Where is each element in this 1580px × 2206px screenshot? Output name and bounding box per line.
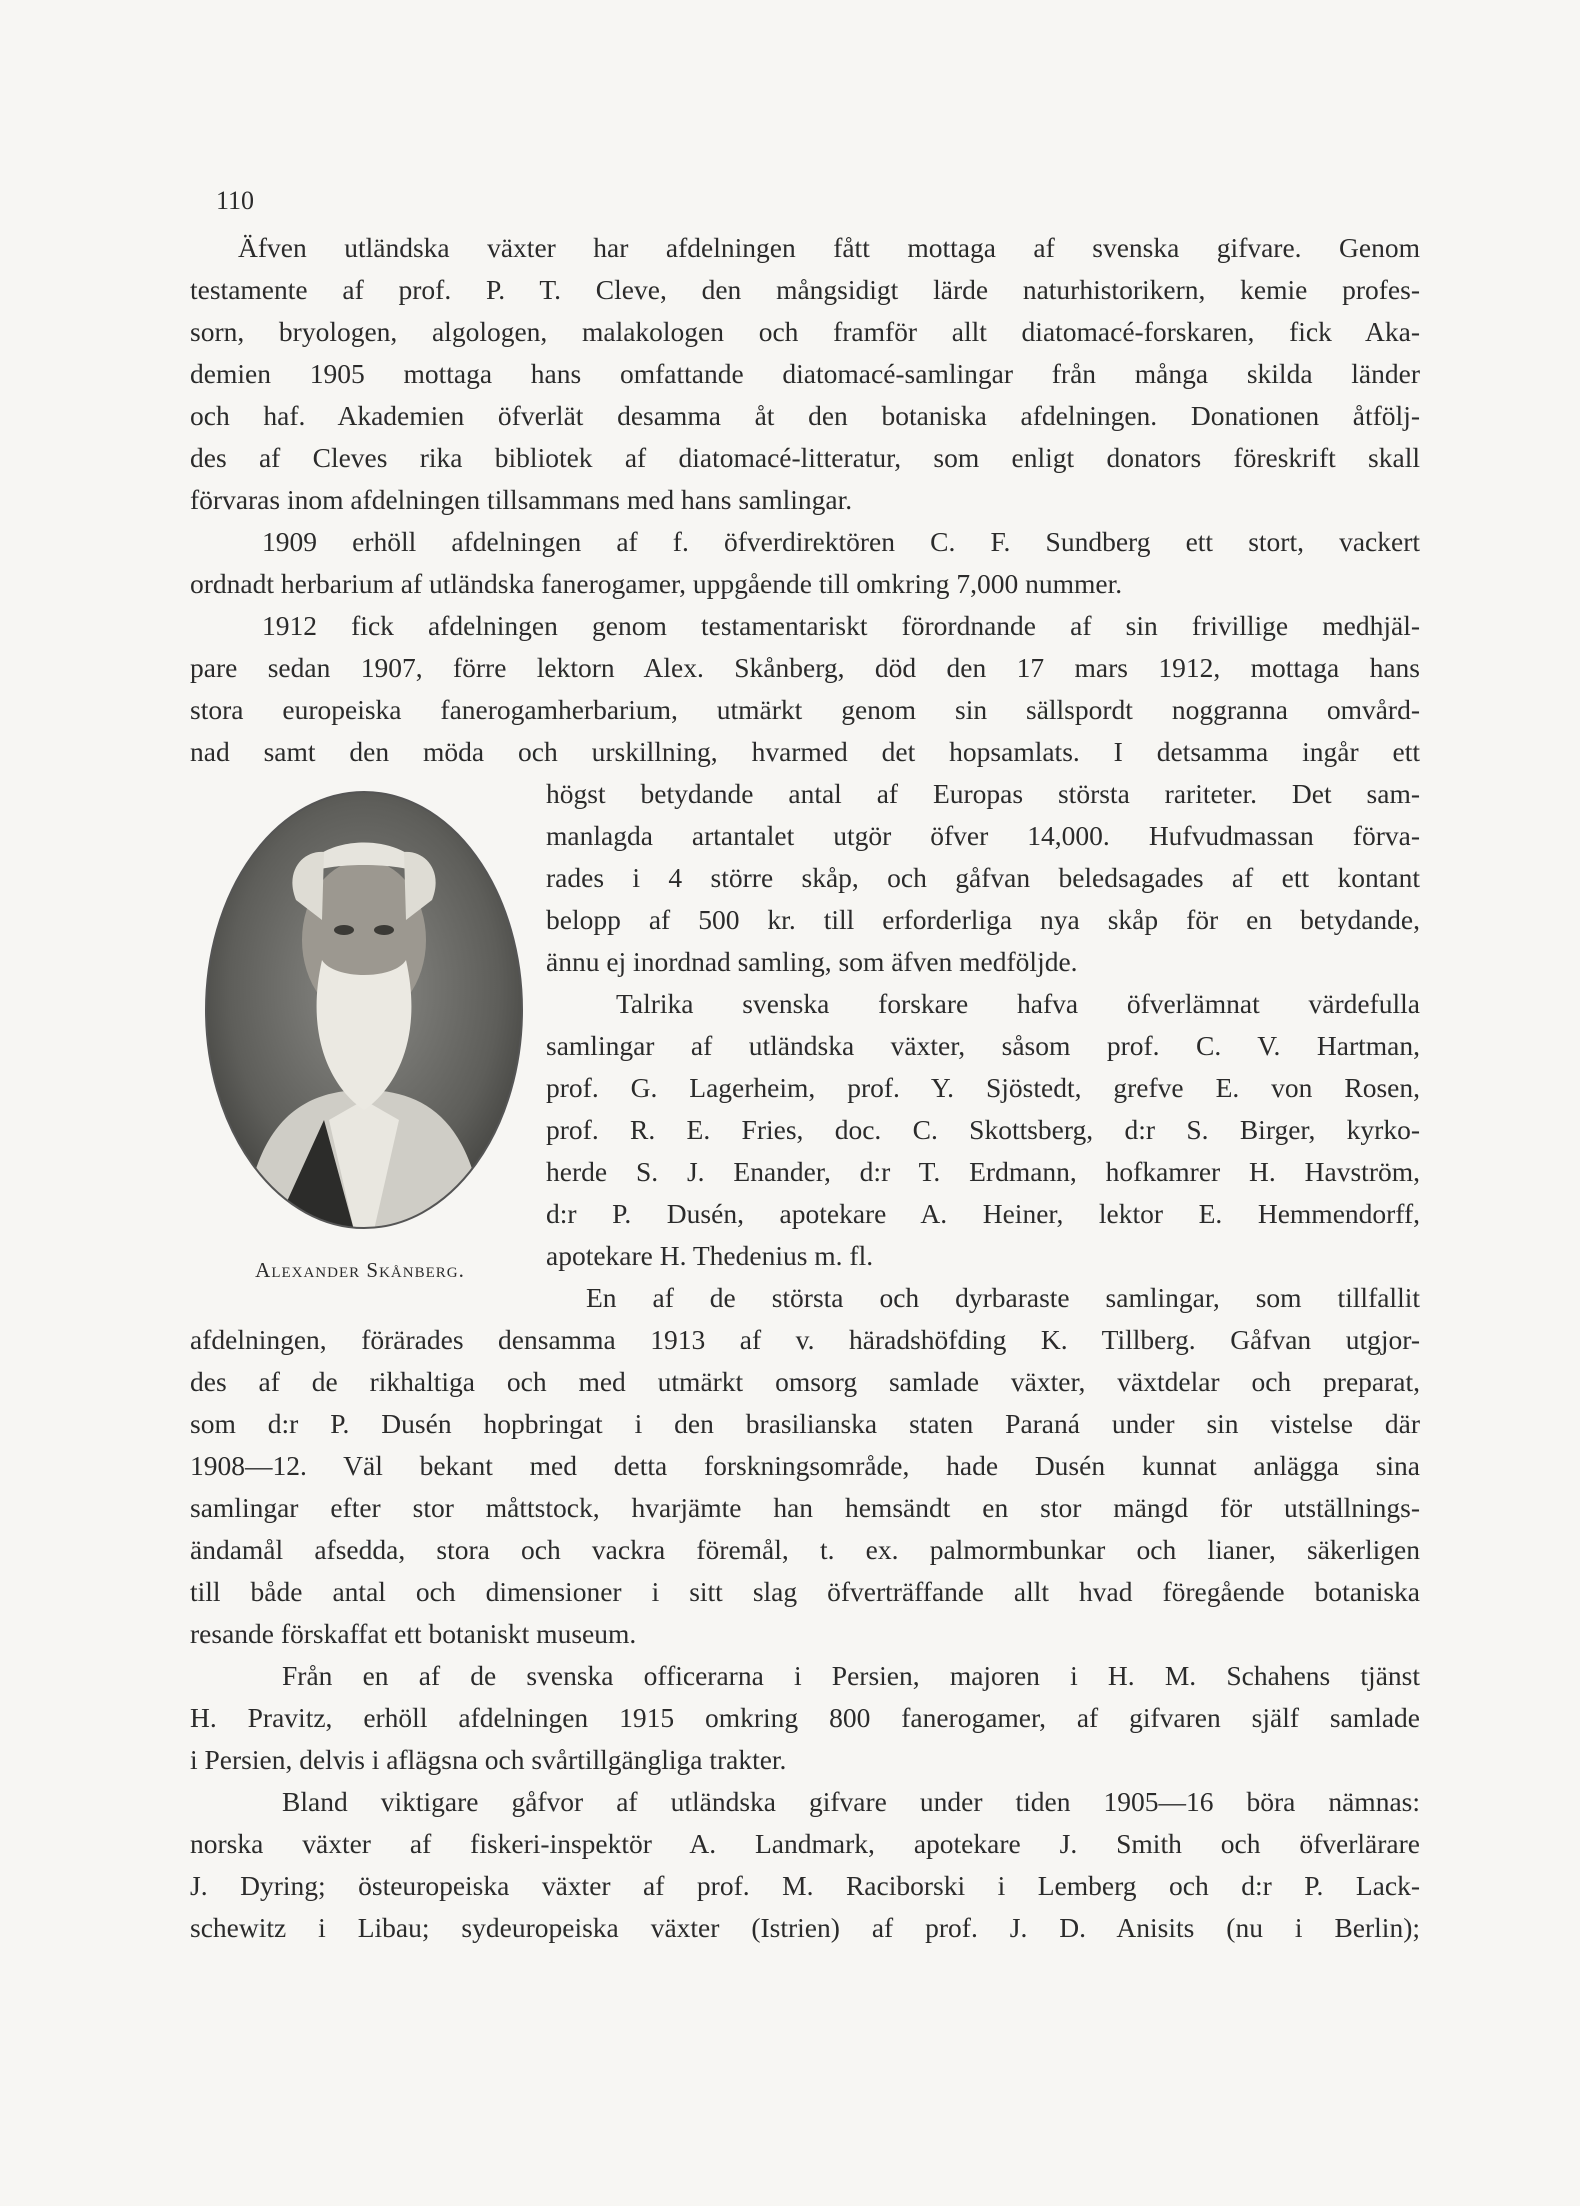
text-line: resande förskaffat ett botaniskt museum. [190,1618,637,1649]
text-line: och haf. Akademien öfverlät desamma åt den botaniska afdelningen. Donationen åtfölj- [190,400,1420,431]
text-line: pare sedan 1907, förre lektorn Alex. Skånberg, död den 17 mars 1912, mottaga hans [190,652,1420,683]
text-line: sorn, bryologen, algologen, malakologen och framför allt diatomacé-forskaren, fick Aka- [190,316,1420,347]
text-line: ännu ej inordnad samling, som äfven medföljde. [546,946,1078,977]
text-line: ändamål afsedda, stora och vackra föremål, t. ex. palmormbunkar och lianer, säkerligen [190,1534,1420,1565]
text-line: demien 1905 mottaga hans omfattande diatomacé-samlingar från många skilda länder [190,358,1420,389]
text-line: nad samt den möda och urskillning, hvarmed det hopsamlats. I detsamma ingår ett [190,736,1420,767]
text-line: schewitz i Libau; sydeuropeiska växter (Istrien) af prof. J. D. Anisits (nu i Berlin); [190,1912,1420,1943]
text-line: apotekare H. Thedenius m. fl. [546,1240,874,1271]
text-line: samlingar efter stor måttstock, hvarjämte han hemsändt en stor mängd för utställnings- [190,1492,1420,1523]
text-line: Äfven utländska växter har afdelningen fått mottaga af svenska gifvare. Genom [238,232,1420,263]
text-line: 1909 erhöll afdelningen af f. öfverdirektören C. F. Sundberg ett stort, vackert [262,526,1420,557]
text-line: samlingar af utländska växter, såsom prof. C. V. Hartman, [546,1030,1420,1061]
text-line: belopp af 500 kr. till erforderliga nya skåp för en betydande, [546,904,1420,935]
text-line: prof. G. Lagerheim, prof. Y. Sjöstedt, grefve E. von Rosen, [546,1072,1420,1103]
text-line: J. Dyring; östeuropeiska växter af prof. M. Raciborski i Lemberg och d:r P. Lack- [190,1870,1420,1901]
text-line: En af de största och dyrbaraste samlingar, som tillfallit [586,1282,1420,1313]
portrait-photo [204,790,524,1230]
text-line: herde S. J. Enander, d:r T. Erdmann, hofkamrer H. Havström, [546,1156,1420,1187]
text-line: des af de rikhaltiga och med utmärkt omsorg samlade växter, växtdelar och preparat, [190,1366,1420,1397]
text-line: Bland viktigare gåfvor af utländska gifvare under tiden 1905—16 böra nämnas: [282,1786,1420,1817]
text-line: d:r P. Dusén, apotekare A. Heiner, lektor E. Hemmendorff, [546,1198,1420,1229]
text-line: norska växter af fiskeri-inspektör A. Landmark, apotekare J. Smith och öfverlärare [190,1828,1420,1859]
text-line: H. Pravitz, erhöll afdelningen 1915 omkring 800 fanerogamer, af gifvaren själf samlade [190,1702,1420,1733]
text-line: manlagda artantalet utgör öfver 14,000. Hufvudmassan förva- [546,820,1420,851]
page-number: 110 [216,186,255,215]
text-line: Talrika svenska forskare hafva öfverlämnat värdefulla [616,988,1420,1019]
text-line: till både antal och dimensioner i sitt slag öfverträffande allt hvad föregående botaniska [190,1576,1420,1607]
text-line: 1908—12. Väl bekant med detta forskningsområde, hade Dusén kunnat anlägga sina [190,1450,1420,1481]
text-line: rades i 4 större skåp, och gåfvan beledsagades af ett kontant [546,862,1420,893]
text-line: afdelningen, förärades densamma 1913 af v. häradshöfding K. Tillberg. Gåfvan utgjor- [190,1324,1420,1355]
text-line: 1912 fick afdelningen genom testamentariskt förordnande af sin frivillige medhjäl- [262,610,1420,641]
portrait-caption: Alexander Skånberg. [255,1258,465,1282]
text-line: förvaras inom afdelningen tillsammans med hans samlingar. [190,484,853,515]
text-line: stora europeiska fanerogamherbarium, utmärkt genom sin sällspordt noggranna omvård- [190,694,1420,725]
text-line: ordnadt herbarium af utländska fanerogamer, uppgående till omkring 7,000 nummer. [190,568,1123,599]
text-line: des af Cleves rika bibliotek af diatomacé-litteratur, som enligt donators föreskrift skall [190,442,1420,473]
text-line: testamente af prof. P. T. Cleve, den mångsidigt lärde naturhistorikern, kemie profes- [190,274,1420,305]
text-line: som d:r P. Dusén hopbringat i den brasilianska staten Paraná under sin vistelse där [190,1408,1420,1439]
text-line: Från en af de svenska officerarna i Persien, majoren i H. M. Schahens tjänst [282,1660,1420,1691]
text-line: prof. R. E. Fries, doc. C. Skottsberg, d:r S. Birger, kyrko- [546,1114,1420,1145]
text-line: i Persien, delvis i aflägsna och svårtillgängliga trakter. [190,1744,787,1775]
text-line: högst betydande antal af Europas största rariteter. Det sam- [546,778,1420,809]
